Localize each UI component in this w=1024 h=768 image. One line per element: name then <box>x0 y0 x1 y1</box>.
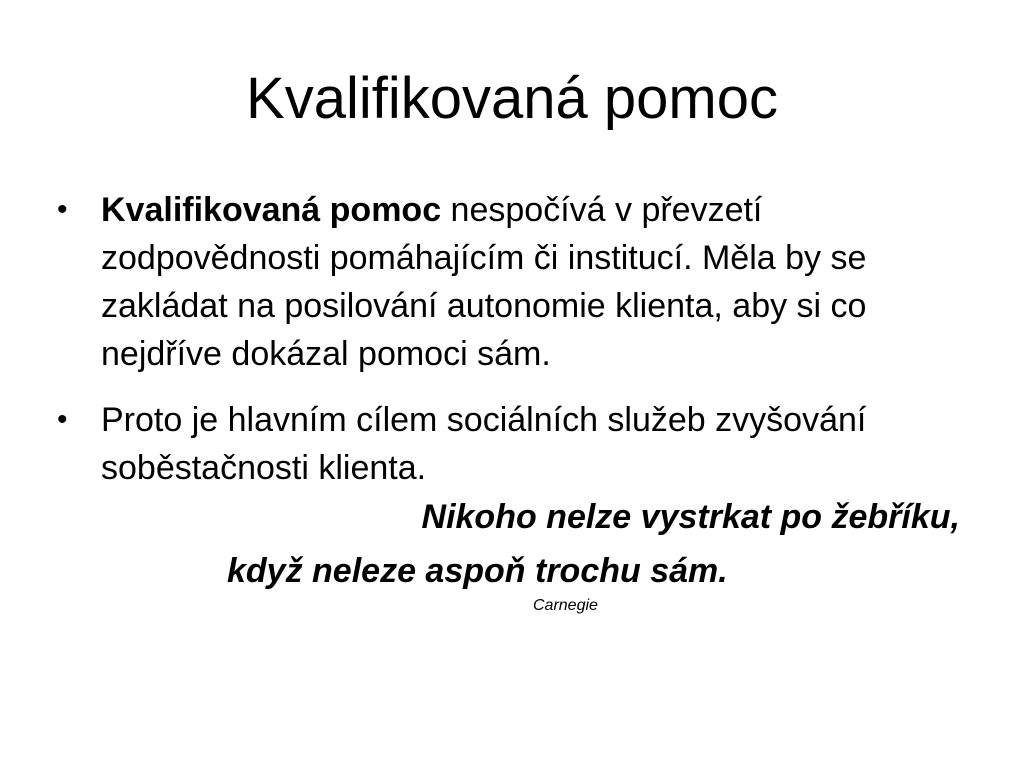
bullet-body-text: Proto je hlavním cílem sociálních služeb zvyšování soběstačnosti klienta. <box>101 401 867 487</box>
bullet-dot-icon: • <box>57 403 68 436</box>
bullet-lead-text: Kvalifikovaná pomoc <box>101 191 442 229</box>
quote-line-2: když neleze aspoň trochu sám. <box>227 552 728 590</box>
bullet-list <box>57 186 977 492</box>
bullet-dot-icon: • <box>57 193 68 226</box>
slide-title: Kvalifikovaná pomoc <box>246 66 778 131</box>
quote-line-1: Nikoho nelze vystrkat po žebříku, <box>421 498 960 536</box>
bullet-item <box>57 186 977 378</box>
bullet-item <box>57 396 977 492</box>
quote-attribution: Carnegie <box>533 597 598 614</box>
bullet-body-text: nespočívá v převzetí zodpovědnosti pomáhajícím či institucí. Měla by se zakládat na posilování autonomie klienta, aby si co nejdříve dokázal pomoci sám. <box>101 191 867 373</box>
